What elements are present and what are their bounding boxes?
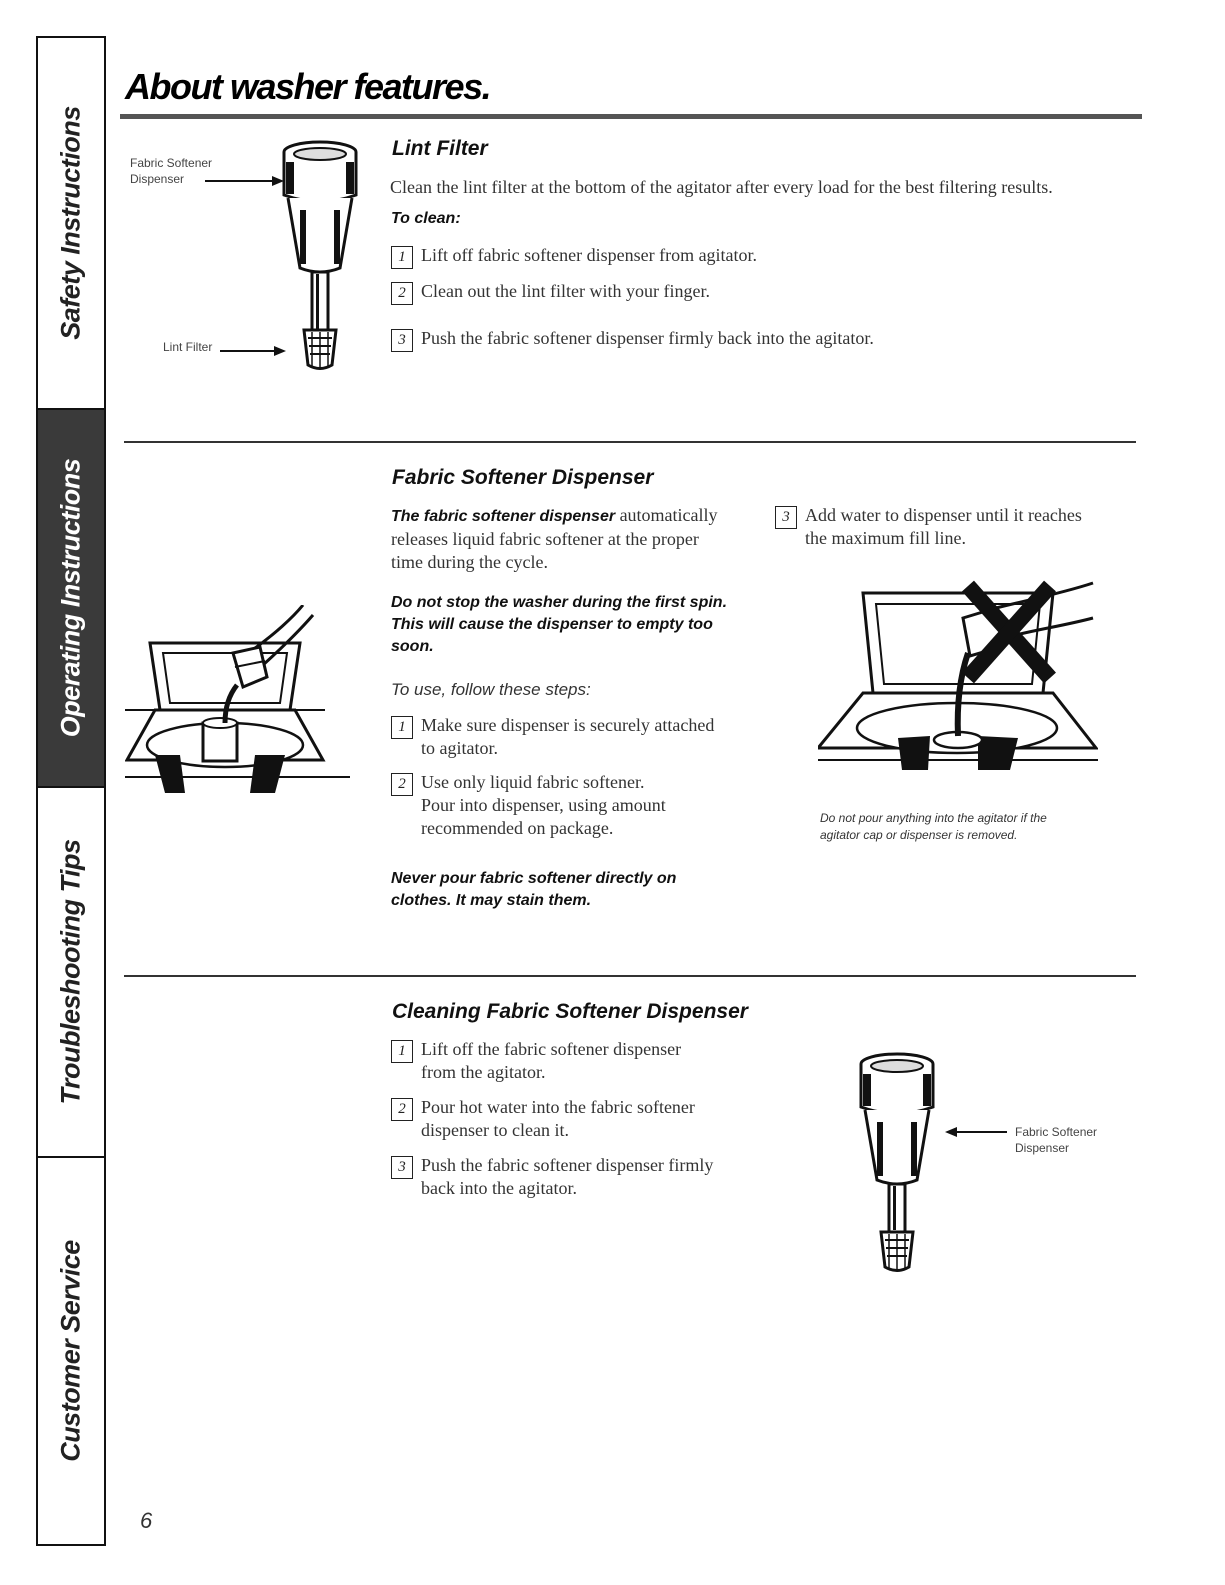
- do-not-pour-caption: Do not pour anything into the agitator if the agitator cap or dispenser is removed.: [820, 811, 1047, 842]
- dispenser-diagram: [855, 1052, 1015, 1292]
- cleaning-step-2: [391, 1096, 791, 1146]
- step-text: Push the fabric softener dispenser firmly back into the agitator.: [421, 1155, 714, 1198]
- fabric-softener-intro: The fabric softener dispenser automatically releases liquid fabric softener at the proper time during the cycle.: [391, 505, 718, 572]
- tab-troubleshooting-tips[interactable]: [38, 788, 104, 1158]
- step-number-box: 1: [391, 1040, 413, 1063]
- first-spin-warning: Do not stop the washer during the first spin. This will cause the dispenser to empty too soon.: [391, 594, 728, 655]
- tab-label: Customer Service: [55, 1240, 86, 1462]
- lint-filter-heading: Lint Filter: [392, 137, 488, 160]
- step-number-box: 1: [391, 716, 413, 739]
- step-text: Use only liquid fabric softener. Pour into dispenser, using amount recommended on package.: [421, 772, 666, 838]
- step-number-box: 1: [391, 246, 413, 269]
- agitator-dispenser-diagram: [200, 140, 370, 380]
- tab-safety-instructions[interactable]: [38, 38, 104, 410]
- tab-customer-service[interactable]: [38, 1158, 104, 1544]
- step-text: Lift off the fabric softener dispenser from the agitator.: [421, 1039, 682, 1082]
- lint-filter-intro: Clean the lint filter at the bottom of the agitator after every load for the best filtering results.: [390, 177, 1053, 197]
- pour-softener-illustration: [125, 605, 350, 795]
- side-tab-bar: [36, 36, 106, 1546]
- fabric-step-2: [391, 771, 771, 843]
- step-text: Lift off fabric softener dispenser from agitator.: [421, 245, 758, 265]
- step-text: Add water to dispenser until it reaches the maximum fill line.: [805, 505, 1082, 548]
- section-divider: [124, 975, 1136, 977]
- lint-step-1: [391, 244, 1091, 272]
- lint-step-3: [391, 327, 1091, 355]
- do-not-pour-illustration: [818, 578, 1098, 770]
- cleaning-heading: Cleaning Fabric Softener Dispenser: [392, 1000, 748, 1023]
- never-pour-warning: Never pour fabric softener directly on clothes. It may stain them.: [391, 870, 677, 909]
- tab-operating-instructions[interactable]: [38, 410, 104, 788]
- step-number-box: 2: [391, 1098, 413, 1121]
- page-title: About washer features.: [125, 66, 491, 107]
- step-number-box: 2: [391, 282, 413, 305]
- cleaning-step-3: [391, 1154, 791, 1204]
- step-text: Push the fabric softener dispenser firmly back into the agitator.: [421, 328, 874, 348]
- section-divider: [124, 441, 1136, 443]
- step-number-box: 3: [391, 329, 413, 352]
- dispenser-label: Fabric Softener Dispenser: [130, 156, 213, 186]
- fabric-softener-heading: Fabric Softener Dispenser: [392, 466, 654, 489]
- page-number: 6: [140, 1508, 153, 1533]
- tab-label: Operating Instructions: [55, 458, 86, 738]
- step-number-box: 3: [775, 506, 797, 529]
- step-number-box: 2: [391, 773, 413, 796]
- lint-filter-label: Lint Filter: [163, 340, 213, 354]
- intro-bold: The fabric softener dispenser: [391, 508, 616, 525]
- lint-step-2: [391, 280, 1091, 308]
- fabric-step-1: [391, 714, 771, 764]
- cleaning-step-1: [391, 1038, 791, 1088]
- tab-label: Safety Instructions: [55, 106, 86, 340]
- step-text: Pour hot water into the fabric softener dispenser to clean it.: [421, 1097, 695, 1140]
- step-text: Make sure dispenser is securely attached to agitator.: [421, 715, 715, 758]
- fabric-step-3: [775, 504, 1135, 554]
- to-use-label: To use, follow these steps:: [391, 680, 591, 699]
- title-rule: [120, 114, 1142, 119]
- dispenser-label: Fabric Softener Dispenser: [1015, 1125, 1098, 1155]
- tab-label: Troubleshooting Tips: [55, 839, 86, 1105]
- step-number-box: 3: [391, 1156, 413, 1179]
- step-text: Clean out the lint filter with your finger.: [421, 281, 710, 301]
- to-clean-label: To clean:: [391, 210, 461, 227]
